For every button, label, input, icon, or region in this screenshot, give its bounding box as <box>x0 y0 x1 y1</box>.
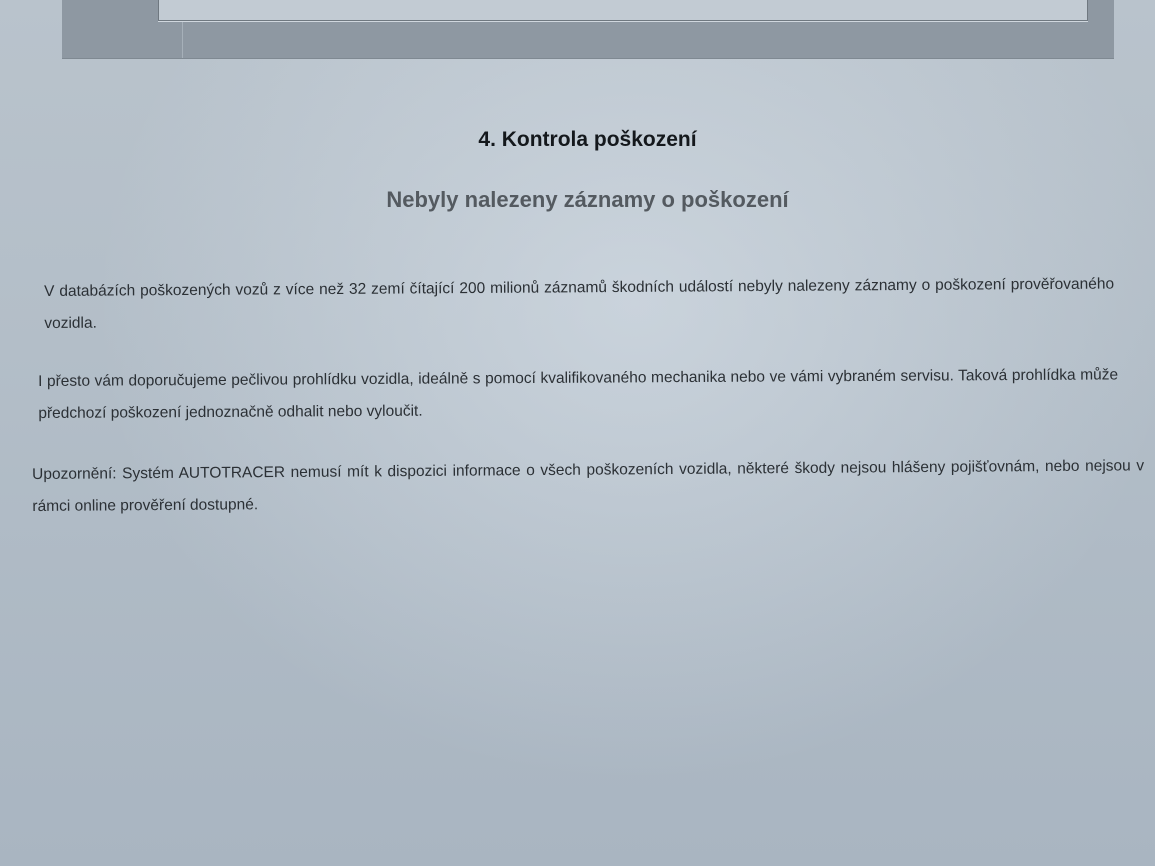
section-subheading: Nebyly nalezeny záznamy o poškození <box>386 187 789 212</box>
previous-section-box <box>158 0 1088 21</box>
paragraph-database-result: V databázích poškozených vozů z více než 32 zemí čítající 200 milionů záznamů škodních událostí nebyly nalezeny záznamy o poškození prověřovaného vozidla. <box>44 275 1115 332</box>
paragraph-disclaimer: Upozornění: Systém AUTOTRACER nemusí mít k dispozici informace o všech poškozeních vozidla, některé škody nejsou hlášeny pojišťovnám, nebo nejsou v rámci online prověření dostupné. <box>32 457 1145 515</box>
section-heading: 4. Kontrola poškození <box>478 128 697 151</box>
paragraph-inspection-recommendation: I přesto vám doporučujeme pečlivou prohlídku vozidla, ideálně s pomocí kvalifikovaného mechanika nebo ve vámi vybraném servisu. Taková prohlídka může předchozí poškození jednoznačně odhalit nebo vyloučit. <box>38 366 1119 422</box>
